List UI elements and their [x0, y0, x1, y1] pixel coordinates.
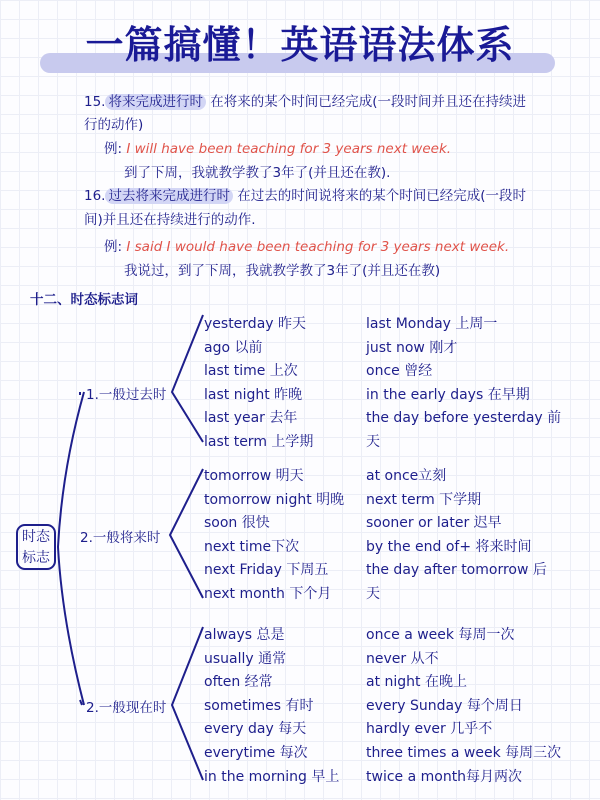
section-number: 15.: [84, 94, 106, 110]
signal-word: often 经常: [204, 674, 273, 691]
example-english: I will have been teaching for 3 years next week.: [126, 141, 452, 157]
example-label: 例:: [104, 141, 123, 157]
section-number: 16.: [84, 188, 106, 204]
root-node: [16, 524, 56, 570]
brace-present: [172, 627, 203, 780]
trunk-line-upper: [58, 392, 84, 547]
signal-word: by the end of+ 将来时间: [366, 538, 532, 555]
signal-word: once 曾经: [366, 363, 433, 380]
signal-word: every day 每天: [204, 721, 307, 738]
trunk-line-lower: [58, 547, 84, 705]
example-english: I said I would have been teaching for 3 years next week.: [126, 239, 510, 255]
signal-word: once a week 每周一次: [366, 627, 515, 643]
signal-word: in the morning 早上: [204, 768, 340, 785]
signal-word: sooner or later 迟早: [366, 515, 502, 532]
signal-word: never 从不: [366, 650, 439, 667]
signal-word: soon 很快: [204, 515, 270, 532]
tense-term: 过去将来完成进行时: [105, 188, 233, 204]
example-label: 例:: [104, 239, 123, 255]
signal-word: 天: [366, 586, 380, 602]
signal-word: just now 刚才: [366, 339, 458, 356]
section-16-line2: 间)并且还在持续进行的动作.: [84, 212, 256, 228]
definition: 在过去的时间说将来的某个时间已经完成(一段时: [237, 188, 527, 204]
signal-word: last time 上次: [204, 363, 298, 380]
brace-future: [170, 469, 203, 598]
signal-word: last term 上学期: [204, 434, 314, 450]
section-12-heading: 十二、时态标志词: [30, 292, 138, 308]
signal-word: last night 昨晚: [204, 386, 303, 403]
signal-word: sometimes 有时: [204, 697, 314, 714]
signal-word: next term 下学期: [366, 491, 482, 508]
signal-word: at night 在晚上: [366, 674, 467, 691]
signal-word: next month 下个月: [204, 586, 332, 602]
branch-label: 1.一般过去时: [86, 387, 167, 403]
signal-word: next time下次: [204, 538, 300, 555]
signal-word: 天: [366, 434, 380, 450]
signal-word: tomorrow 明天: [204, 468, 304, 484]
signal-word: twice a month每月两次: [366, 768, 523, 785]
signal-word: yesterday 昨天: [204, 316, 307, 332]
signal-word: at once立刻: [366, 468, 447, 484]
branch-label: 2.一般将来时: [80, 530, 161, 546]
signal-word: tomorrow night 明晚: [204, 491, 345, 508]
root-label: 时态: [22, 529, 50, 545]
signal-word: last year 去年: [204, 410, 298, 427]
brace-past: [172, 315, 203, 442]
page-title: 一篇搞懂！英语语法体系: [85, 23, 515, 67]
tense-term: 将来完成进行时: [105, 94, 206, 110]
signal-word: ago 以前: [204, 339, 263, 356]
signal-word: next Friday 下周五: [204, 562, 329, 579]
signal-word: last Monday 上周一: [366, 316, 498, 332]
signal-word: usually 通常: [204, 650, 287, 667]
signal-word: everytime 每次: [204, 745, 308, 761]
signal-word: every Sunday 每个周日: [366, 697, 523, 714]
section-15-line2: 行的动作): [84, 117, 144, 133]
signal-word: the day before yesterday 前: [366, 410, 562, 427]
signal-word: the day after tomorrow 后: [366, 562, 547, 579]
section-15-translation: 到了下周，我就教学教了3年了(并且还在教).: [124, 165, 391, 181]
signal-word: in the early days 在早期: [366, 386, 530, 403]
signal-word: three times a week 每周三次: [366, 745, 562, 761]
section-16-translation: 我说过，到了下周，我就教学教了3年了(并且还在教): [124, 263, 441, 279]
root-label: 标志: [22, 550, 50, 566]
signal-word: hardly ever 几乎不: [366, 721, 493, 738]
signal-word: always 总是: [204, 627, 285, 643]
definition: 在将来的某个时间已经完成(一段时间并且还在持续进: [210, 94, 527, 110]
branch-label: 2.一般现在时: [86, 700, 167, 716]
